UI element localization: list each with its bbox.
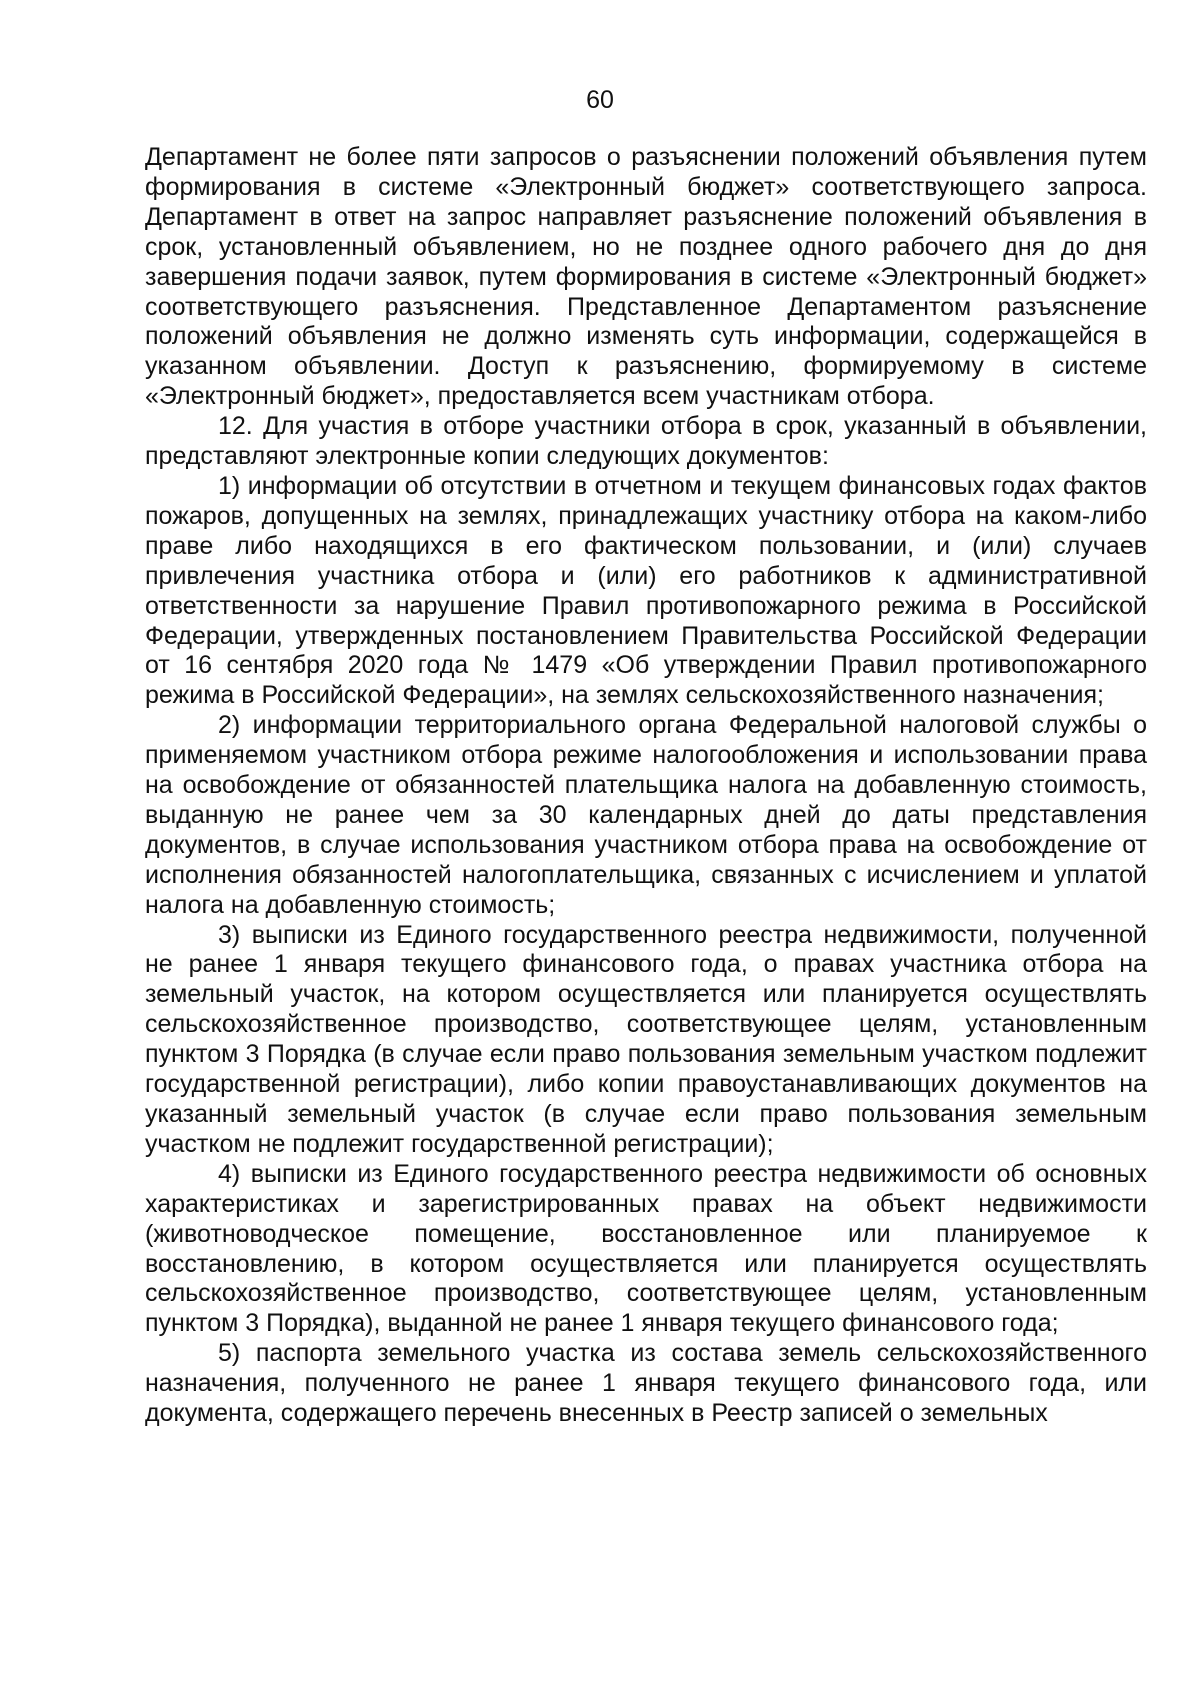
paragraph-subitem-4: 4) выписки из Единого государственного реестра недвижимости об основных характеристиках и зарегистрированных правах на объект недвижимости (животноводческое помещение, восстановленное или планируемое к восстановлению, в котором осуществляется или планируется осуществлять сельскохозяйственное производство, соответствующее целям, установленным пунктом 3 Порядка), выданной не ранее 1 января текущего финансового года; xyxy=(145,1159,1147,1338)
paragraph-subitem-5: 5) паспорта земельного участка из состава земель сельскохозяйственного назначения, полученного не ранее 1 января текущего финансового года, или документа, содержащего перечень внесенных в Реестр записей о земельных xyxy=(145,1339,1147,1428)
paragraph-continuation: Департамент не более пяти запросов о разъяснении положений объявления путем формирования в системе «Электронный бюджет» соответствующего запроса. Департамент в ответ на запрос направляет разъяснение положений объявления в срок, установленный объявлением, но не позднее одного рабочего дня до дня завершения подачи заявок, путем формирования в системе «Электронный бюджет» соответствующего разъяснения. Представленное Департаментом разъяснение положений объявления не должно изменять суть информации, содержащейся в указанном объявлении. Доступ к разъяснению, формируемому в системе «Электронный бюджет», предоставляется всем участникам отбора. xyxy=(145,143,1147,411)
paragraph-item-12: 12. Для участия в отборе участники отбора в срок, указанный в объявлении, представляют электронные копии следующих документов: xyxy=(145,412,1147,471)
document-body xyxy=(145,143,1147,1429)
paragraph-subitem-3: 3) выписки из Единого государственного реестра недвижимости, полученной не ранее 1 января текущего финансового года, о правах участника отбора на земельный участок, на котором осуществляется или планируется осуществлять сельскохозяйственное производство, соответствующее целям, установленным пунктом 3 Порядка (в случае если право пользования земельным участком подлежит государственной регистрации), либо копии правоустанавливающих документов на указанный земельный участок (в случае если право пользования земельным участком не подлежит государственной регистрации); xyxy=(145,920,1147,1158)
paragraph-subitem-2: 2) информации территориального органа Федеральной налоговой службы о применяемом участником отбора режиме налогообложения и использовании права на освобождение от обязанностей плательщика налога на добавленную стоимость, выданную не ранее чем за 30 календарных дней до даты представления документов, в случае использования участником отбора права на освобождение от исполнения обязанностей налогоплательщика, связанных с исчислением и уплатой налога на добавленную стоимость; xyxy=(145,711,1147,919)
paragraph-subitem-1: 1) информации об отсутствии в отчетном и текущем финансовых годах фактов пожаров, допущенных на землях, принадлежащих участнику отбора на каком-либо праве либо находящихся в его фактическом пользовании, и (или) случаев привлечения участника отбора и (или) его работников к административной ответственности за нарушение Правил противопожарного режима в Российской Федерации, утвержденных постановлением Правительства Российской Федерации от 16 сентября 2020 года № 1479 «Об утверждении Правил противопожарного режима в Российской Федерации», на землях сельскохозяйственного назначения; xyxy=(145,471,1147,710)
page-number: 60 xyxy=(586,86,614,114)
